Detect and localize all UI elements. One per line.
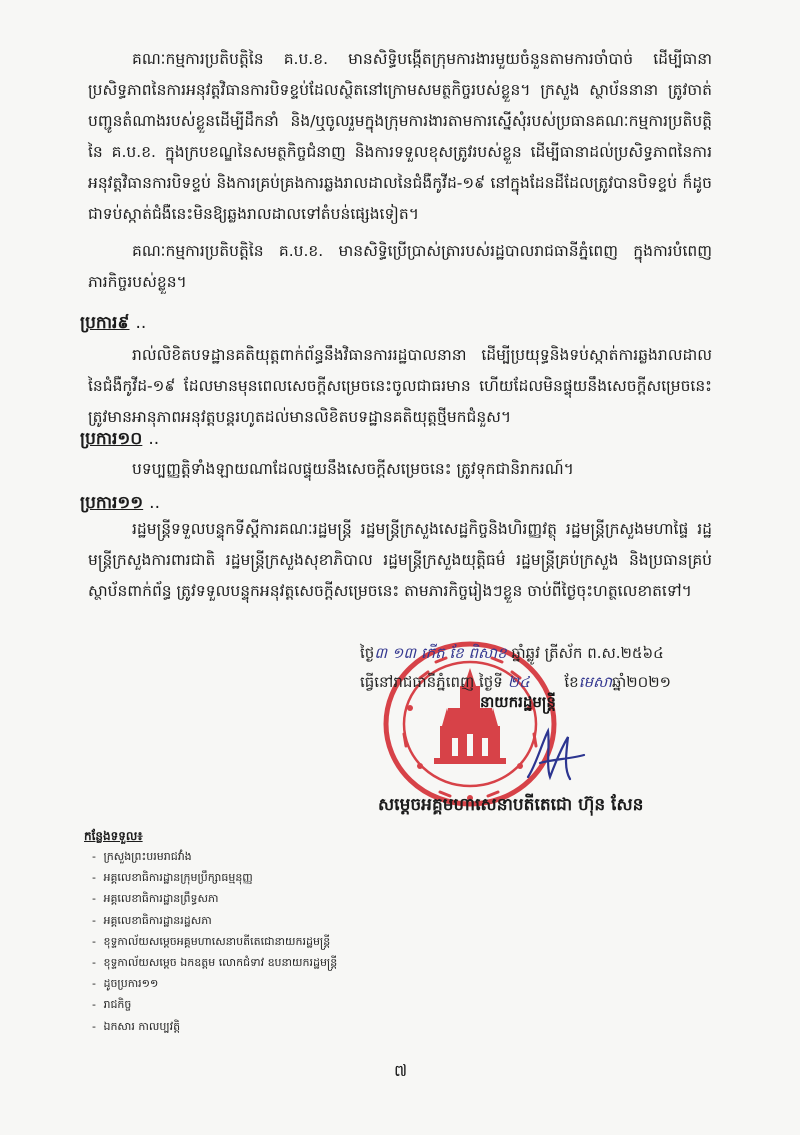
article-9-heading (80, 312, 146, 337)
signing-place-date-line (360, 667, 760, 697)
article-11-dots: .. (149, 493, 160, 513)
signing-place: ធ្វើនៅរាជធានីភ្នំពេញ ថ្ងៃទី (360, 673, 503, 691)
signing-year: ឆ្នាំ២០២១ (612, 673, 671, 691)
recipient-item: - ក្រសួងព្រះបរមរាជវាំង (92, 846, 337, 867)
pm-office-title: នាយករដ្ឋមន្ត្រី (480, 693, 556, 711)
recipient-item: - អគ្គលេខាធិការដ្ឋានព្រឹទ្ធសភា (92, 888, 337, 909)
recipient-item: - អគ្គលេខាធិការដ្ឋានរដ្ឋសភា (92, 910, 337, 931)
recipient-item: - អគ្គលេខាធិការដ្ឋានក្រុមប្រឹក្សាធម្មនុញ្ញ (92, 867, 337, 888)
recipient-item: - ដូចប្រការ១១ (92, 973, 337, 994)
month-prefix: ខែ (564, 673, 579, 691)
article-9-title: ប្រការ៩ (80, 313, 130, 333)
body-paragraph-2: គណៈកម្មការប្រតិបត្តិនៃ គ.ប.ខ. មានសិទ្ធិប្រើប្រាស់ត្រារបស់រដ្ឋបាលរាជធានីភ្នំពេញ ក្នុងការបំពេញភារកិច្ចរបស់ខ្លួន។ (88, 242, 712, 291)
article-10-heading (80, 428, 159, 453)
recipients-title: កន្លែងទទួល៖ (84, 829, 143, 843)
article-11-body: រដ្ឋមន្ត្រីទទួលបន្ទុកទីស្តីការគណៈរដ្ឋមន្ត្រី រដ្ឋមន្ត្រីក្រសួងសេដ្ឋកិច្ចនិងហិរញ្ញវត្ថុ រដ្ឋមន្ត្រីក្រសួងមហាផ្ទៃ រដ្ឋមន្ត្រីក្រសួងការពារជាតិ រដ្ឋមន្ត្រីក្រសួងសុខាភិបាល រដ្ឋមន្ត្រីក្រសួងយុត្តិធម៌ រដ្ឋមន្ត្រីគ្រប់ក្រសួង និងប្រធានគ្រប់ស្ថាប័នពាក់ព័ន្ធ ត្រូវទទួលបន្ទុកអនុវត្តសេចក្តីសម្រេចនេះ តាមភារកិច្ចរៀងៗខ្លួន ចាប់ពីថ្ងៃចុះហត្ថលេខាតទៅ។ (88, 520, 712, 600)
lunar-date-prefix: ថ្ងៃ (360, 644, 375, 662)
article-10-dots: .. (148, 429, 160, 449)
lunar-date-suffix: ឆ្នាំឆ្លូវ ត្រីស័ក ព.ស.២៥៦៤ (511, 644, 664, 662)
body-paragraph-1: គណៈកម្មការប្រតិបត្តិនៃ គ.ប.ខ. មានសិទ្ធិបង្កើតក្រុមការងារមួយចំនួនតាមការចាំបាច់ ដើម្បីធានាប្រសិទ្ធភាពនៃការអនុវត្តវិធានការបិទខ្ទប់ដែលស្ថិតនៅក្រោមសមត្ថកិច្ចរបស់ខ្លួន។ ក្រសួង ស្ថាប័ននានា ត្រូវចាត់បញ្ជូនតំណាងរបស់ខ្លួនដើម្បីដឹកនាំ និង/ឬចូលរួមក្នុងក្រុមការងារតាមការស្នើសុំរបស់ប្រធានគណៈកម្មការប្រតិបត្តិនៃ គ.ប.ខ. ក្នុងក្របខណ្ឌនៃសមត្ថកិច្ចជំនាញ និងការទទួលខុសត្រូវរបស់ខ្លួន ដើម្បីធានាដល់ប្រសិទ្ធភាពនៃការអនុវត្តវិធានការបិទខ្ទប់ និងការគ្រប់គ្រងការឆ្លងរាលដាលនៃជំងឺកូវីដ-១៩ នៅក្នុងដែនដីដែលត្រូវបានបិទខ្ទប់ ក៏ដូចជាទប់ស្កាត់ជំងឺនេះមិនឱ្យឆ្លងរាលដាលទៅតំបន់ផ្សេងទៀត។ (88, 50, 712, 223)
recipient-item: - រាជកិច្ច (92, 994, 337, 1015)
recipient-item: - ឯកសារ កាលប្បវត្តិ (92, 1016, 337, 1037)
lunar-date-handwritten: ៣ ១៣ កើត ខែ ពិសាខ (374, 644, 507, 662)
recipient-item: - ខុទ្ទកាល័យសម្តេចអគ្គមហាសេនាបតីតេជោនាយករដ្ឋមន្ត្រី (92, 931, 337, 952)
article-10-body: បទប្បញ្ញត្តិទាំងឡាយណាដែលផ្ទុយនឹងសេចក្តីសម្រេចនេះ ត្រូវទុកជានិរាករណ៍។ (132, 460, 574, 478)
page-number: ៧ (394, 1061, 408, 1080)
signer-name: សម្តេចអគ្គមហាសេនាបតីតេជោ ហ៊ុន សែន (378, 795, 644, 815)
article-9-dots: .. (135, 313, 147, 333)
article-9-body: រាល់លិខិតបទដ្ឋានគតិយុត្តពាក់ព័ន្ធនឹងវិធានការរដ្ឋបាលនានា ដើម្បីប្រយុទ្ធនិងទប់ស្កាត់ការឆ្លងរាលដាលនៃជំងឺកូវីដ-១៩ ដែលមានមុនពេលសេចក្តីសម្រេចនេះចូលជាធរមាន ហើយដែលមិនផ្ទុយនឹងសេចក្តីសម្រេចនេះ ត្រូវមានអានុភាពអនុវត្តបន្តរហូតដល់មានលិខិតបទដ្ឋានគតិយុត្តថ្មីមកជំនួស។ (88, 346, 712, 426)
recipient-item: - ខុទ្ទកាល័យសម្តេច ឯកឧត្តម លោកជំទាវ ឧបនាយករដ្ឋមន្ត្រី (92, 952, 337, 973)
signature-icon (520, 725, 590, 785)
recipients-list (92, 846, 337, 1037)
signing-month-handwritten: មេសា (578, 673, 613, 691)
lunar-date-line (360, 638, 760, 668)
article-10-title: ប្រការ១០ (80, 429, 143, 449)
article-11-title: ប្រការ១១ (80, 493, 144, 513)
signing-day-handwritten: ២៤ (507, 673, 530, 691)
